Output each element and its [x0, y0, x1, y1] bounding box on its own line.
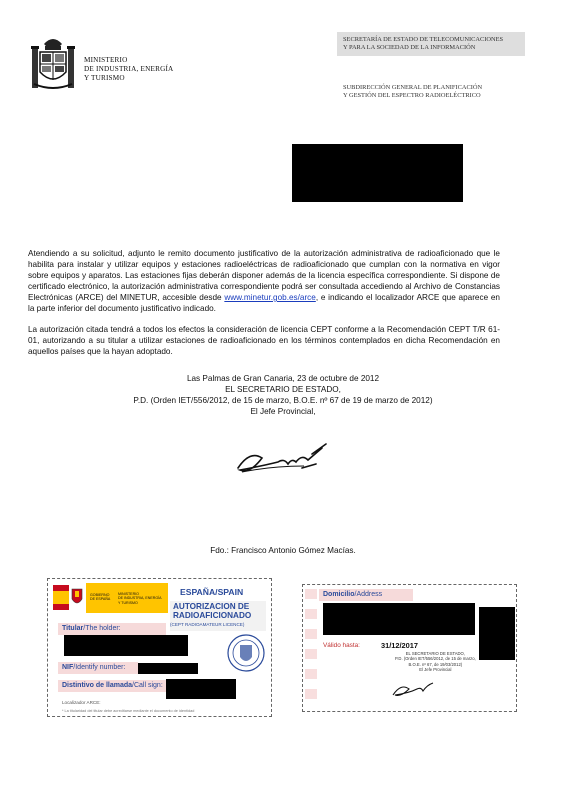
redacted-nif: [138, 663, 198, 674]
valid-until-label: Válido hasta:: [323, 642, 360, 649]
ministry-line: DE INDUSTRIA, ENERGÍA: [84, 65, 174, 73]
callsign-label: Distintivo de llamada: [62, 682, 133, 689]
card-sig-line: B.O.E. nº 67, de 19/03/2012): [408, 661, 463, 667]
subdirectorate-line: Y GESTIÓN DEL ESPECTRO RADIOELÉCTRICO: [343, 92, 481, 99]
shield-icon: [70, 587, 84, 607]
address-label-en: /Address: [354, 591, 383, 598]
place-date: Las Palmas de Gran Canaria, 23 de octubre de 2012: [186, 374, 380, 383]
nif-label: NIF: [62, 664, 74, 671]
card-title-en: (CEPT RADIOAMATEUR LICENCE): [170, 622, 245, 627]
callsign-label-en: /Call sign:: [132, 682, 163, 689]
card-sig-line: P.D. (Orden IET/556/2012, de 15 de marzo,: [395, 656, 476, 662]
redacted-addressee: [292, 144, 463, 202]
locator-label: Localizador ARCE:: [62, 700, 101, 705]
card-sig-line: EL SECRETARIO DE ESTADO,: [405, 651, 465, 656]
card-ministry-line: Y TURISMO: [118, 600, 138, 605]
redacted-callsign: [166, 679, 236, 699]
card-ministry-line: MINISTERIO: [118, 592, 139, 596]
subdirectorate: [343, 84, 482, 100]
card-footnote: * La titularidad del titular debe acreditarse mediante el documento de identidad: [62, 709, 195, 713]
paragraph-text: , e indicando el localizador ARCE que aparece en la parte inferior del documento justificativo indicado.: [28, 293, 500, 313]
address-label: Domicilio: [323, 591, 355, 598]
ministry-banner: [86, 583, 168, 613]
signed-by: Fdo.: Francisco Antonio Gómez Macías.: [210, 546, 356, 555]
delegation-order: P.D. (Orden IET/556/2012, de 15 de marzo, B.O.E. nº 67 de 19 de marzo de 2012): [133, 396, 433, 405]
card-title: AUTORIZACION DE: [173, 602, 250, 611]
signatory-title: EL SECRETARIO DE ESTADO,: [225, 385, 341, 394]
ministry-line: Y TURISMO: [84, 74, 125, 82]
ministry-name: [84, 56, 173, 83]
arce-link[interactable]: www.minetur.gob.es/arce: [224, 293, 316, 302]
nif-label-en: /Identify number:: [73, 664, 126, 671]
valid-until-date: 31/12/2017: [381, 641, 418, 650]
signatory-role: El Jefe Provincial,: [250, 407, 316, 416]
holder-label-en: /The holder:: [83, 625, 121, 632]
gov-line: GOBIERNO: [90, 593, 110, 597]
ministry-line: MINISTERIO: [84, 56, 128, 64]
paragraph-authorization: [28, 248, 500, 314]
card-ministry-line: DE INDUSTRIA, ENERGÍA: [118, 596, 162, 601]
card-signature: [391, 679, 437, 699]
secretariat-box: [337, 32, 525, 56]
card-country: ESPAÑA/SPAIN: [180, 587, 244, 597]
paragraph-text: Atendiendo a su solicitud, adjunto le remito documento justificativo de la autorización administrativa de radioaficionado que le habilita para instalar y utilizar equipos y estaciones radioeléctricas de radioaficionado que cumplan con la normativa en vigor sobre equipos y aparatos. Las estaciones fijas deberán disponer además de la licencia específica correspondiente. Si dispone de certificado electrónico, la autorización administrativa correspondiente podrá ser consultada accediendo al Archivo de Constancias Electrónicas (ARCE) del MINETUR, accesible desde: [28, 249, 500, 302]
holder-label: Titular: [62, 625, 84, 632]
redacted-holder: [64, 635, 188, 656]
gov-line: DE ESPAÑA: [90, 597, 111, 602]
coat-of-arms-icon: [30, 34, 76, 92]
handwritten-signature: [232, 440, 332, 478]
redacted-address: [323, 603, 475, 635]
subdirectorate-line: SUBDIRECCIÓN GENERAL DE PLANIFICACIÓN: [343, 84, 483, 91]
secretariat-line: SECRETARÍA DE ESTADO DE TELECOMUNICACIONES: [343, 36, 504, 43]
paragraph-cept: La autorización citada tendrá a todos los efectos la consideración de licencia CEPT conforme a la Recomendación CEPT T/R 61-01, autorizando a su titular a utilizar estaciones de radioaficionado en los términos contemplados en dicha Recomendación en aquellos países que la hayan adoptado.: [28, 325, 500, 356]
official-seal-icon: [226, 633, 266, 673]
card-sig-line: El Jefe Provincial: [419, 667, 452, 673]
license-card-front: [47, 578, 272, 717]
license-card-back: [302, 584, 517, 712]
card-title: RADIOAFICIONADO: [173, 610, 252, 620]
flag-icon: [53, 585, 69, 610]
secretariat-line: Y PARA LA SOCIEDAD DE LA INFORMACIÓN: [343, 44, 476, 51]
redacted-photo: [479, 607, 515, 660]
